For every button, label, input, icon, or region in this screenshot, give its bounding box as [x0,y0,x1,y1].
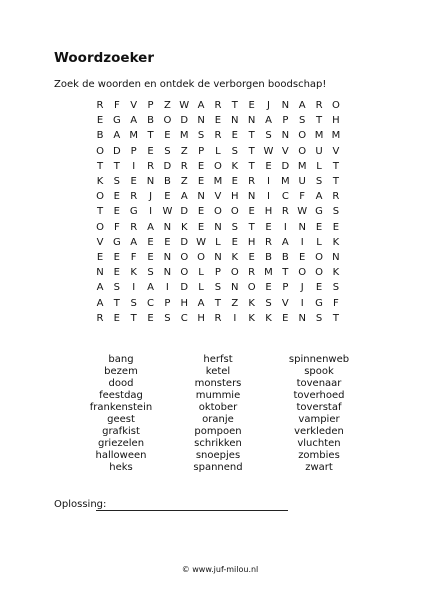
grid-letter: H [180,297,189,309]
grid-row [0,189,440,205]
grid-letter: D [180,236,189,248]
grid-letter: B [163,176,171,187]
grid-letter: C [147,297,155,309]
grid-letter: O [230,267,239,279]
grid-letter: S [231,145,238,157]
grid-letter: M [264,267,273,279]
search-word: frankenstein [89,402,153,413]
grid-letter: E [265,221,272,233]
grid-letter: R [332,191,340,203]
grid-letter: E [299,252,306,263]
grid-letter: D [180,282,189,294]
search-word: snoepjes [195,450,241,461]
search-word: mummie [195,390,241,401]
grid-letter: P [130,145,137,157]
grid-letter: S [332,282,340,294]
grid-letter: E [315,282,323,294]
grid-row [0,220,440,236]
grid-row [0,128,440,144]
grid-letter: N [231,115,239,127]
grid-letter: T [248,221,255,233]
grid-letter: G [315,297,323,309]
grid-letter: A [265,115,272,127]
search-word: geest [107,414,135,425]
grid-letter: H [332,115,340,127]
grid-letter: E [130,176,137,187]
grid-letter: A [96,297,104,309]
grid-letter: W [179,100,190,111]
grid-letter: T [214,297,221,309]
grid-letter: N [298,312,306,324]
grid-letter: E [164,191,171,203]
grid-letter: L [198,282,204,294]
instruction-text: Zoek de woorden en ontdek de verborgen boodschap! [54,79,327,90]
grid-letter: G [112,236,121,248]
grid-letter: V [281,145,289,157]
grid-letter: E [96,115,104,127]
grid-letter: N [163,221,172,233]
grid-letter: O [315,267,323,279]
grid-letter: I [300,297,304,309]
grid-letter: T [248,160,255,172]
grid-letter: C [180,312,188,324]
grid-letter: Z [163,100,171,111]
grid-letter: T [315,115,323,127]
search-word: dood [108,378,134,389]
grid-letter: O [331,100,340,111]
grid-letter: A [130,115,138,127]
grid-letter: N [214,252,222,263]
grid-letter: U [315,145,323,157]
grid-letter: E [332,221,340,233]
grid-letter: R [130,191,138,203]
search-word: tovenaar [296,378,342,389]
grid-letter: O [96,221,104,233]
search-word: oranje [202,414,234,425]
grid-letter: N [96,267,104,279]
grid-letter: E [96,252,104,263]
grid-letter: R [147,160,155,172]
search-word: schrikken [194,438,242,449]
grid-letter: W [162,206,173,218]
grid-letter: O [214,160,222,172]
grid-letter: L [198,267,204,279]
grid-letter: R [214,130,222,142]
grid-letter: I [132,160,136,172]
grid-letter: R [130,221,138,233]
grid-letter: E [164,130,171,142]
grid-row [0,235,440,251]
grid-letter: O [298,267,307,279]
copyright-footer: © www.juf-milou.nl [181,565,259,574]
grid-letter: J [267,100,270,111]
grid-letter: S [231,221,238,233]
grid-letter: E [231,176,238,187]
grid-letter: A [315,191,323,203]
grid-letter: N [298,221,306,233]
grid-letter: O [96,145,104,157]
search-word: griezelen [97,438,145,449]
grid-letter: R [248,176,256,187]
search-word: zwart [305,462,333,473]
search-word: spinnenweb [288,354,350,365]
grid-letter: E [231,236,238,248]
grid-letter: T [130,312,137,324]
grid-letter: M [314,130,324,142]
search-word: grafkist [102,426,140,437]
search-word: toverstaf [296,402,342,413]
grid-letter: T [332,312,339,324]
grid-letter: F [130,252,137,263]
solution-label: Oplossing: [54,499,107,510]
grid-letter: N [247,115,256,127]
grid-letter: D [180,115,189,127]
grid-letter: R [180,160,188,172]
grid-row [0,159,440,175]
grid-letter: I [283,221,287,233]
grid-letter: N [146,176,155,187]
grid-letter: K [248,297,255,309]
search-word: halloween [95,450,147,461]
grid-letter: E [197,206,205,218]
grid-letter: A [197,297,205,309]
grid-letter: E [265,160,272,172]
grid-letter: H [247,236,256,248]
grid-letter: N [332,252,340,263]
search-word: bang [108,354,134,365]
grid-letter: E [147,312,154,324]
grid-letter: J [149,191,153,203]
grid-letter: F [113,100,120,111]
grid-row [0,265,440,281]
grid-letter: E [147,236,154,248]
grid-letter: K [332,236,340,248]
grid-letter: O [197,252,206,263]
grid-letter: B [281,252,289,263]
grid-letter: I [233,312,237,324]
grid-letter: D [112,145,121,157]
word-column [259,354,379,474]
grid-letter: M [179,130,189,142]
grid-letter: S [197,130,205,142]
grid-letter: R [96,100,104,111]
grid-letter: P [198,145,205,157]
grid-letter: H [197,312,205,324]
grid-letter: T [147,130,154,142]
grid-letter: R [248,267,256,279]
grid-letter: S [164,312,171,324]
grid-letter: G [112,115,121,127]
grid-letter: C [281,191,289,203]
grid-letter: S [299,115,306,127]
grid-letter: F [299,191,306,203]
grid-letter: I [267,191,270,203]
grid-letter: A [281,236,289,248]
grid-letter: I [267,176,270,187]
grid-letter: D [281,160,290,172]
grid-letter: N [281,130,290,142]
grid-letter: E [231,130,238,142]
grid-letter: N [163,267,172,279]
grid-letter: P [282,282,289,294]
grid-letter: E [113,191,120,203]
grid-letter: W [196,236,207,248]
grid-letter: E [282,312,289,324]
grid-letter: M [281,176,290,187]
grid-letter: V [332,145,340,157]
grid-letter: P [147,100,154,111]
grid-letter: R [315,100,323,111]
grid-letter: S [113,176,121,187]
grid-letter: T [332,176,339,187]
grid-letter: E [197,176,205,187]
grid-letter: A [130,236,138,248]
grid-letter: T [113,297,120,309]
grid-letter: E [113,312,120,324]
grid-letter: E [248,252,255,263]
grid-letter: S [265,297,272,309]
grid-letter: V [214,191,222,203]
grid-letter: K [231,160,239,172]
grid-letter: J [300,282,304,294]
grid-letter: A [298,100,306,111]
grid-letter: P [282,115,289,127]
grid-letter: E [113,267,120,279]
grid-letter: G [315,206,323,218]
grid-letter: M [129,130,138,142]
grid-letter: E [113,206,120,218]
grid-letter: E [315,221,323,233]
grid-letter: N [281,100,290,111]
grid-letter: Z [180,176,188,187]
grid-row [0,296,440,312]
page-title: Woordzoeker [54,50,154,66]
grid-letter: K [231,252,239,263]
grid-letter: E [113,252,120,263]
grid-letter: S [147,267,154,279]
grid-letter: K [96,176,104,187]
grid-letter: N [231,282,239,294]
grid-letter: W [263,145,274,157]
grid-letter: D [163,160,172,172]
grid-letter: U [298,176,306,187]
grid-letter: R [214,100,222,111]
search-word: spannend [193,462,243,473]
grid-letter: O [180,267,189,279]
grid-letter: K [130,267,137,279]
grid-letter: O [180,252,189,263]
grid-letter: I [132,282,136,294]
grid-letter: E [197,221,205,233]
grid-letter: N [197,191,205,203]
grid-letter: M [297,160,307,172]
grid-letter: R [281,206,289,218]
grid-letter: A [113,130,121,142]
grid-letter: O [214,206,222,218]
search-word: heks [109,462,133,473]
search-word: zombies [298,450,340,461]
grid-letter: T [96,160,104,172]
grid-letter: W [297,206,308,218]
grid-letter: O [315,252,323,263]
grid-letter: L [215,145,221,157]
grid-letter: V [96,236,104,248]
search-word: pompoen [194,426,242,437]
grid-letter: Z [231,297,239,309]
grid-letter: T [96,206,104,218]
search-word: oktober [198,402,238,413]
grid-letter: S [214,282,222,294]
grid-letter: T [231,100,238,111]
grid-letter: L [316,236,322,248]
grid-row [0,174,440,190]
grid-letter: O [247,282,256,294]
grid-letter: L [215,236,221,248]
search-word: monsters [194,378,242,389]
grid-letter: F [333,297,339,309]
search-word: toverhoed [293,390,345,401]
search-word: vampier [298,414,340,425]
grid-letter: L [316,160,322,172]
search-word: herfst [203,354,233,365]
grid-letter: O [230,206,239,218]
grid-letter: I [165,282,169,294]
grid-row [0,113,440,129]
grid-letter: R [214,312,222,324]
grid-letter: M [331,130,341,142]
grid-row [0,98,440,114]
grid-letter: F [113,221,120,233]
grid-letter: B [96,130,104,142]
grid-letter: E [214,115,222,127]
grid-letter: S [130,297,137,309]
grid-letter: E [265,282,272,294]
grid-letter: N [247,191,256,203]
grid-letter: G [129,206,138,218]
search-word: verkleden [294,426,344,437]
grid-letter: S [164,145,171,157]
grid-row [0,280,440,296]
grid-letter: A [197,100,205,111]
grid-letter: H [231,191,239,203]
grid-letter: Z [180,145,188,157]
grid-letter: V [281,297,289,309]
grid-letter: V [130,100,138,111]
grid-letter: K [248,312,255,324]
grid-row [0,144,440,160]
grid-letter: E [248,100,255,111]
grid-letter: S [332,206,340,218]
grid-letter: B [265,252,272,263]
search-word: feestdag [99,390,143,401]
grid-letter: I [149,206,153,218]
grid-letter: A [180,191,188,203]
grid-letter: E [147,145,154,157]
grid-letter: I [300,236,304,248]
grid-letter: A [96,282,104,294]
grid-letter: A [147,282,154,294]
grid-letter: N [197,115,205,127]
grid-letter: S [315,312,323,324]
grid-letter: E [197,160,205,172]
grid-letter: T [248,145,255,157]
search-word: bezem [104,366,138,377]
grid-letter: O [298,130,307,142]
grid-letter: T [282,267,289,279]
grid-letter: K [180,221,188,233]
grid-letter: K [332,267,340,279]
grid-letter: N [163,252,172,263]
grid-letter: T [332,160,339,172]
grid-row [0,311,440,327]
search-word: vluchten [297,438,341,449]
grid-letter: R [96,312,104,324]
grid-letter: E [164,236,171,248]
grid-letter: S [113,282,121,294]
grid-letter: T [248,130,255,142]
grid-letter: E [147,252,154,263]
grid-letter: B [147,115,154,127]
search-word: ketel [205,366,231,377]
grid-letter: D [180,206,189,218]
grid-letter: N [214,221,222,233]
grid-letter: S [265,130,272,142]
grid-letter: K [265,312,272,324]
grid-letter: T [113,160,120,172]
grid-letter: O [298,145,307,157]
grid-letter: P [214,267,221,279]
grid-letter: O [163,115,172,127]
grid-letter: R [265,236,272,248]
search-word: spook [304,366,334,377]
grid-letter: P [164,297,171,309]
grid-letter: O [96,191,104,203]
grid-letter: S [315,176,323,187]
grid-row [0,204,440,220]
grid-letter: M [213,176,223,187]
solution-answer-line [96,510,288,511]
grid-letter: H [264,206,273,218]
grid-letter: E [248,206,255,218]
grid-letter: A [147,221,154,233]
grid-row [0,250,440,266]
